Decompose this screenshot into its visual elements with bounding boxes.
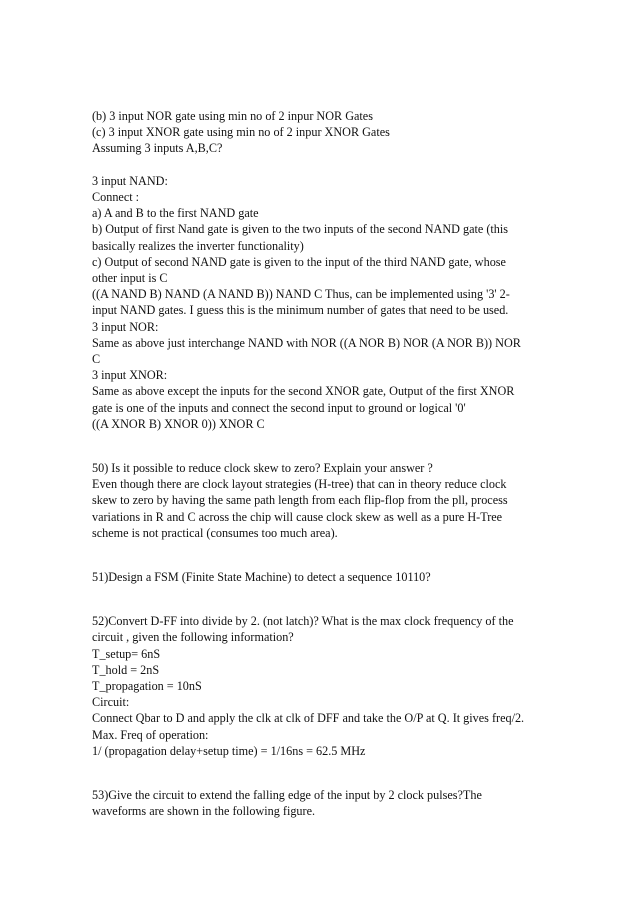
text-line: 3 input XNOR: — [92, 368, 168, 383]
text-line: c) Output of second NAND gate is given to the input of the third NAND gate, whose — [92, 254, 506, 269]
text-line: scheme is not practical (consumes too much area). — [92, 525, 338, 540]
text-line: skew to zero by having the same path length from each flip-flop from the pll, process — [92, 493, 508, 508]
text-line: T_hold = 2nS — [92, 662, 160, 677]
text-line: T_setup= 6nS — [92, 646, 161, 661]
text-line: Even though there are clock layout strategies (H-tree) that can in theory reduce clock — [92, 477, 507, 492]
text-line: a) A and B to the first NAND gate — [92, 206, 259, 221]
text-line: circuit , given the following information? — [92, 630, 294, 645]
text-line: Assuming 3 inputs A,B,C? — [92, 141, 223, 156]
question-53 — [92, 787, 598, 819]
text-line: Connect Qbar to D and apply the clk at clk of DFF and take the O/P at Q. It gives freq/2. — [92, 711, 525, 726]
text-line: variations in R and C across the chip will cause clock skew as well as a pure H-Tree — [92, 509, 503, 524]
text-line: C — [92, 352, 101, 367]
question-heading: 51)Design a FSM (Finite State Machine) to detect a sequence 10110? — [92, 570, 431, 585]
question-51 — [92, 569, 598, 585]
text-line: input NAND gates. I guess this is the minimum number of gates that need to be used. — [92, 303, 509, 318]
text-line: 1/ (propagation delay+setup time) = 1/16ns = 62.5 MHz — [92, 743, 366, 758]
text-line: ((A XNOR B) XNOR 0)) XNOR C — [92, 416, 265, 431]
gates-question — [92, 108, 598, 157]
text-line: basically realizes the inverter functionality) — [92, 238, 304, 253]
gates-answer — [92, 173, 598, 432]
question-heading: 50) Is it possible to reduce clock skew to zero? Explain your answer ? — [92, 461, 433, 476]
text-line: other input is C — [92, 271, 168, 286]
text-line: b) Output of first Nand gate is given to the two inputs of the second NAND gate (this — [92, 222, 508, 237]
text-line: (b) 3 input NOR gate using min no of 2 inpur NOR Gates — [92, 109, 373, 123]
text-line: gate is one of the inputs and connect the second input to ground or logical '0' — [92, 400, 466, 415]
text-line: T_propagation = 10nS — [92, 679, 202, 694]
text-line: 3 input NOR: — [92, 319, 159, 334]
question-50 — [92, 460, 598, 541]
question-52 — [92, 613, 598, 759]
text-line: ((A NAND B) NAND (A NAND B)) NAND C Thus, can be implemented using '3' 2- — [92, 287, 510, 302]
text-line: Same as above just interchange NAND with NOR ((A NOR B) NOR (A NOR B)) NOR — [92, 335, 521, 350]
text-line: Circuit: — [92, 695, 130, 710]
text-line: 3 input NAND: — [92, 173, 168, 188]
text-line: Same as above except the inputs for the second XNOR gate, Output of the first XNOR — [92, 384, 515, 399]
question-heading: 52)Convert D-FF into divide by 2. (not latch)? What is the max clock frequency of the — [92, 614, 514, 629]
question-heading: 53)Give the circuit to extend the falling edge of the input by 2 clock pulses?The — [92, 788, 482, 803]
text-line: waveforms are shown in the following figure. — [92, 804, 316, 819]
text-line: (c) 3 input XNOR gate using min no of 2 inpur XNOR Gates — [92, 125, 390, 140]
text-line: Max. Freq of operation: — [92, 727, 209, 742]
text-line: Connect : — [92, 190, 140, 204]
